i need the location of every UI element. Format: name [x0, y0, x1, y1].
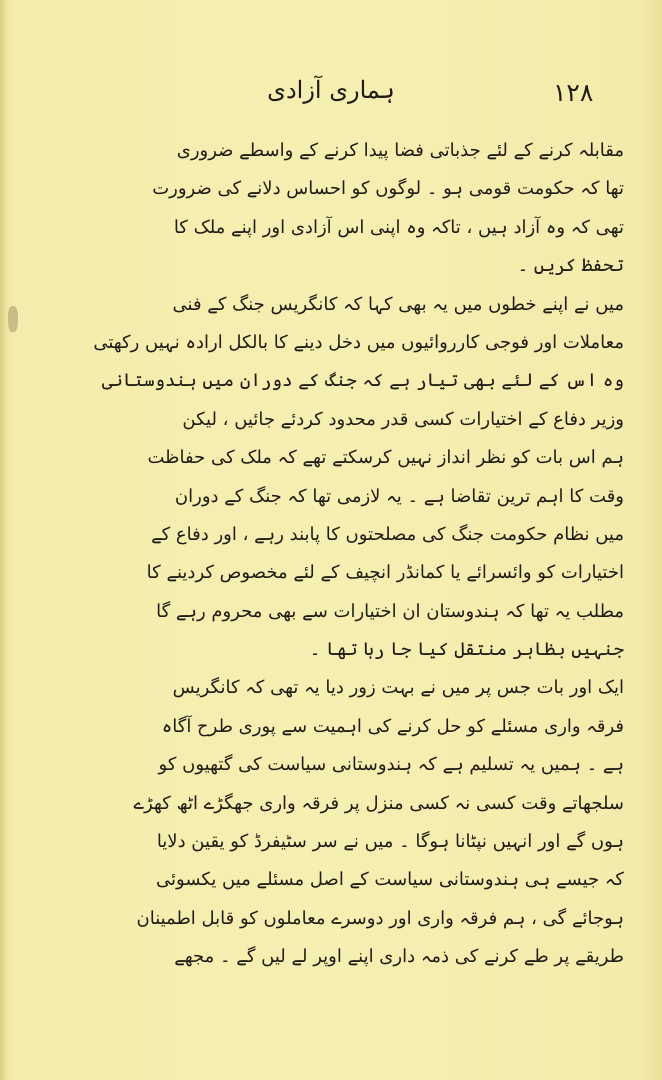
text-line: میں نے اپنے خطوں میں یہ بھی کہا کہ کانگریس جنگ کے فنی [172, 293, 624, 315]
binding-shadow [0, 0, 6, 1080]
text-line: تھا کہ حکومت قومی ہو ۔ لوگوں کو احساس دلانے کی ضرورت [152, 178, 624, 200]
text-line: تحفظ کریں ۔ [517, 255, 624, 277]
text-line: ہوجائے گی ، ہم فرقہ واری اور دوسرے معاملوں کو قابل اطمینان [136, 907, 624, 929]
text-line: ایک اور بات جس پر میں نے بہت زور دیا یہ تھی کہ کانگریس [172, 677, 624, 699]
text-line: ہم اس بات کو نظر انداز نہیں کرسکتے تھے کہ ملک کی حفاظت [147, 447, 624, 469]
text-line: فرقہ واری مسئلے کو حل کرنے کی اہمیت سے پوری طرح آگاہ [161, 715, 624, 737]
text-line: مطلب یہ تھا کہ ہندوستان ان اختیارات سے بھی محروم رہے گا [156, 600, 624, 622]
text-line: مقابلہ کرنے کے لئے جذباتی فضا پیدا کرنے کے واسطے ضروری [176, 140, 624, 161]
text-line: وقت کا اہم ترین تقاضا ہے ۔ یہ لازمی تھا کہ جنگ کے دوران [174, 485, 624, 507]
text-line: جنہیں بظاہر منتقل کیا جا رہا تھا ۔ [309, 639, 624, 661]
text-line: تھی کہ وہ آزاد ہیں ، تاکہ وہ اپنی اس آزادی اور اپنے ملک کا [173, 216, 624, 238]
page-header [0, 72, 662, 112]
text-line: ہوں گے اور انہیں نپٹانا ہوگا ۔ میں نے سر سٹیفرڈ کو یقین دلایا [156, 831, 624, 853]
page-stain [8, 306, 18, 332]
text-line: اختیارات کو وائسرائے یا کمانڈر انچیف کے لئے مخصوص کردینے کا [146, 562, 624, 584]
text-line: کہ جیسے ہی ہندوستانی سیاست کے اصل مسئلے میں یکسوئی [156, 869, 624, 891]
page-number: ۱۲۸ [553, 78, 594, 107]
text-line: وزیر دفاع کے اختیارات کسی قدر محدود کردئے جائیں ، لیکن [182, 408, 624, 430]
text-line: معاملات اور فوجی کارروائیوں میں دخل دینے کا بالکل ارادہ نہیں رکھتی [93, 331, 624, 353]
text-line: وہ اس کے لئے بھی تیار ہے کہ جنگ کے دوران میں ہندوستانی [101, 370, 624, 392]
text-line: سلجھاتے وقت کسی نہ کسی منزل پر فرقہ واری جھگڑے اٹھ کھڑے [133, 792, 624, 814]
body-text [68, 132, 624, 977]
text-line: طریقے پر طے کرنے کی ذمہ داری اپنے اوپر لے لیں گے ۔ مجھے [174, 946, 624, 968]
text-line: میں نظام حکومت جنگ کی مصلحتوں کا پابند رہے ، اور دفاع کے [151, 523, 624, 545]
text-line: ہے ۔ ہمیں یہ تسلیم ہے کہ ہندوستانی سیاست کی گتھیوں کو [158, 754, 624, 776]
running-title: ہماری آزادی [267, 76, 395, 104]
